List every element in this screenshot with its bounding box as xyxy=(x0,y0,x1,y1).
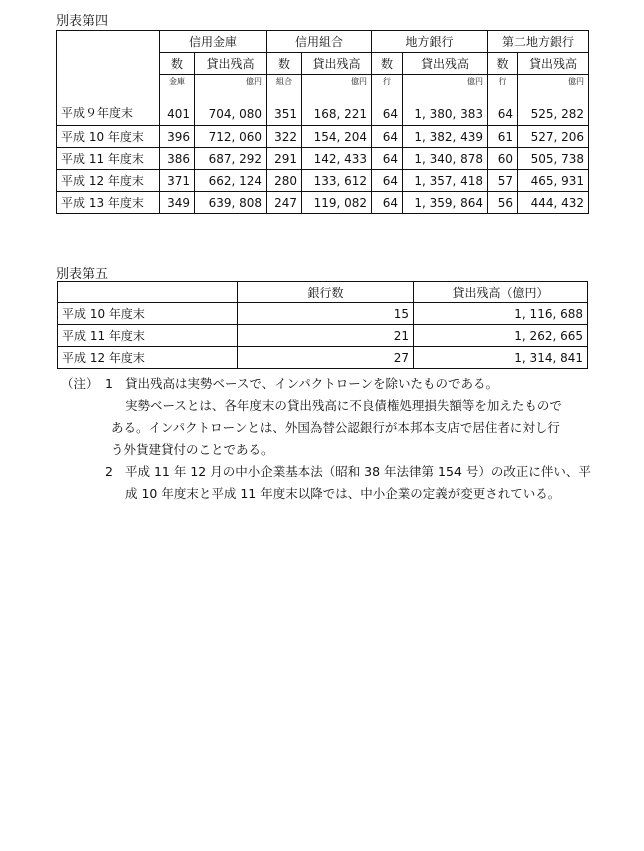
table4-unit: 行 xyxy=(383,77,392,86)
table4-value: 1, 359, 864 xyxy=(403,192,488,214)
table4-value: 322 xyxy=(267,126,302,148)
table4-cell xyxy=(488,75,518,126)
table4-cell xyxy=(302,75,372,126)
table4-value: 142, 433 xyxy=(302,148,372,170)
note-text: う外貨建貸付のことである。 xyxy=(111,442,274,457)
table5-row xyxy=(58,347,588,369)
table5-amount: 1, 314, 841 xyxy=(414,347,588,369)
table4-value: 1, 380, 383 xyxy=(414,107,484,121)
notes xyxy=(61,373,601,505)
table4-group-header: 信用金庫 xyxy=(160,31,267,53)
table4-cell xyxy=(267,75,302,126)
table5-amount: 1, 262, 665 xyxy=(414,325,588,347)
table5-header-row xyxy=(58,282,588,303)
table4-value: 351 xyxy=(274,107,298,121)
table4-row xyxy=(57,148,589,170)
table4-group-header: 地方銀行 xyxy=(372,31,488,53)
table4-row-label: 平成 13 年度末 xyxy=(57,192,160,214)
table4-value: 465, 931 xyxy=(518,170,589,192)
table4-value: 280 xyxy=(267,170,302,192)
table4-value: 168, 221 xyxy=(313,107,368,121)
table4-group-header-row xyxy=(57,31,589,53)
table4-cell xyxy=(403,75,488,126)
table5-row-label: 平成 12 年度末 xyxy=(58,347,238,369)
table4-unit: 金庫 xyxy=(169,77,185,86)
table4-sub-header: 貸出残高 xyxy=(195,53,267,75)
table4-row xyxy=(57,192,589,214)
table4-sub-header: 貸出残高 xyxy=(403,53,488,75)
table4-sub-header: 貸出残高 xyxy=(302,53,372,75)
table4-value: 444, 432 xyxy=(518,192,589,214)
table4-unit: 行 xyxy=(498,77,507,86)
table4-unit: 億円 xyxy=(467,77,484,86)
note-line xyxy=(61,461,601,483)
table4-cell xyxy=(195,75,267,126)
table4-cell xyxy=(518,75,589,126)
table4-value: 401 xyxy=(167,107,190,121)
table4-value: 371 xyxy=(160,170,195,192)
table5-row xyxy=(58,303,588,325)
table4-value: 1, 382, 439 xyxy=(403,126,488,148)
table4-unit: 億円 xyxy=(246,77,263,86)
table4-value: 396 xyxy=(160,126,195,148)
table4-unit: 組合 xyxy=(276,77,293,86)
table4-value: 64 xyxy=(372,148,403,170)
note-text: 平成 11 年 12 月の中小企業基本法（昭和 38 年法律第 154 号）の改正に伴い、平 xyxy=(125,464,591,479)
table4-row xyxy=(57,126,589,148)
table4-row-label: 平成９年度末 xyxy=(57,75,160,126)
table4-row-label: 平成 12 年度末 xyxy=(57,170,160,192)
table5-row-label: 平成 11 年度末 xyxy=(58,325,238,347)
table4-value: 154, 204 xyxy=(302,126,372,148)
table5-count: 27 xyxy=(238,347,414,369)
table4-value: 119, 082 xyxy=(302,192,372,214)
notes-prefix: （注） xyxy=(61,376,99,391)
table5-caption: 別表第五 xyxy=(56,267,109,282)
table4-sub-header: 数 xyxy=(372,53,403,75)
table4-row xyxy=(57,170,589,192)
table4-unit: 億円 xyxy=(568,77,585,86)
table4-value: 57 xyxy=(488,170,518,192)
table5-amount: 1, 116, 688 xyxy=(414,303,588,325)
table4-value: 133, 612 xyxy=(302,170,372,192)
table5-row xyxy=(58,325,588,347)
table4-value: 60 xyxy=(488,148,518,170)
table4-row-label: 平成 10 年度末 xyxy=(57,126,160,148)
table4-sub-header: 数 xyxy=(488,53,518,75)
note-line xyxy=(61,395,601,417)
note-line xyxy=(61,439,601,461)
note-text: ある。インパクトローンとは、外国為替公認銀行が本邦本支店で居住者に対し行 xyxy=(111,420,560,435)
table4-value: 712, 060 xyxy=(195,126,267,148)
note-line xyxy=(61,417,601,439)
table4-cell xyxy=(160,75,195,126)
note-number: 2 xyxy=(105,464,113,479)
table4-value: 349 xyxy=(160,192,195,214)
table4-corner-cell xyxy=(57,31,160,75)
table4-value: 505, 738 xyxy=(518,148,589,170)
table4-group-header: 信用組合 xyxy=(267,31,372,53)
table4-value: 64 xyxy=(497,107,514,121)
table5-corner-cell xyxy=(58,282,238,303)
table5 xyxy=(57,281,588,369)
table4-value: 704, 080 xyxy=(208,107,263,121)
table4-sub-header: 数 xyxy=(160,53,195,75)
table4-value: 386 xyxy=(160,148,195,170)
table4-row xyxy=(57,75,589,126)
table4 xyxy=(56,30,589,214)
table4-unit: 億円 xyxy=(351,77,368,86)
table4-value: 56 xyxy=(488,192,518,214)
table4-caption: 別表第四 xyxy=(56,14,109,29)
note-text: 実勢ベースとは、各年度末の貸出残高に不良債権処理損失額等を加えたもので xyxy=(125,398,562,413)
table4-value: 64 xyxy=(372,192,403,214)
table4-value: 525, 282 xyxy=(530,107,585,121)
table4-value: 1, 357, 418 xyxy=(403,170,488,192)
table4-value: 527, 206 xyxy=(518,126,589,148)
table5-row-label: 平成 10 年度末 xyxy=(58,303,238,325)
table4-row-label: 平成 11 年度末 xyxy=(57,148,160,170)
note-number: 1 xyxy=(105,376,113,391)
table5-count: 21 xyxy=(238,325,414,347)
table4-value: 247 xyxy=(267,192,302,214)
note-text: 成 10 年度末と平成 11 年度末以降では、中小企業の定義が変更されている。 xyxy=(125,486,561,501)
table5-header: 銀行数 xyxy=(238,282,414,303)
table4-value: 64 xyxy=(372,126,403,148)
table4-value: 291 xyxy=(267,148,302,170)
table4-value: 61 xyxy=(488,126,518,148)
note-text: 貸出残高は実勢ベースで、インパクトローンを除いたものである。 xyxy=(125,376,499,391)
note-line xyxy=(61,483,601,505)
table4-value: 662, 124 xyxy=(195,170,267,192)
table4-cell xyxy=(372,75,403,126)
table4-value: 64 xyxy=(372,170,403,192)
table4-value: 639, 808 xyxy=(195,192,267,214)
table4-value: 64 xyxy=(382,107,399,121)
note-line xyxy=(61,373,601,395)
table4-group-header: 第二地方銀行 xyxy=(488,31,589,53)
table4-sub-header: 数 xyxy=(267,53,302,75)
table4-sub-header: 貸出残高 xyxy=(518,53,589,75)
table5-count: 15 xyxy=(238,303,414,325)
table4-value: 1, 340, 878 xyxy=(403,148,488,170)
table4-value: 687, 292 xyxy=(195,148,267,170)
table5-header: 貸出残高（億円） xyxy=(414,282,588,303)
